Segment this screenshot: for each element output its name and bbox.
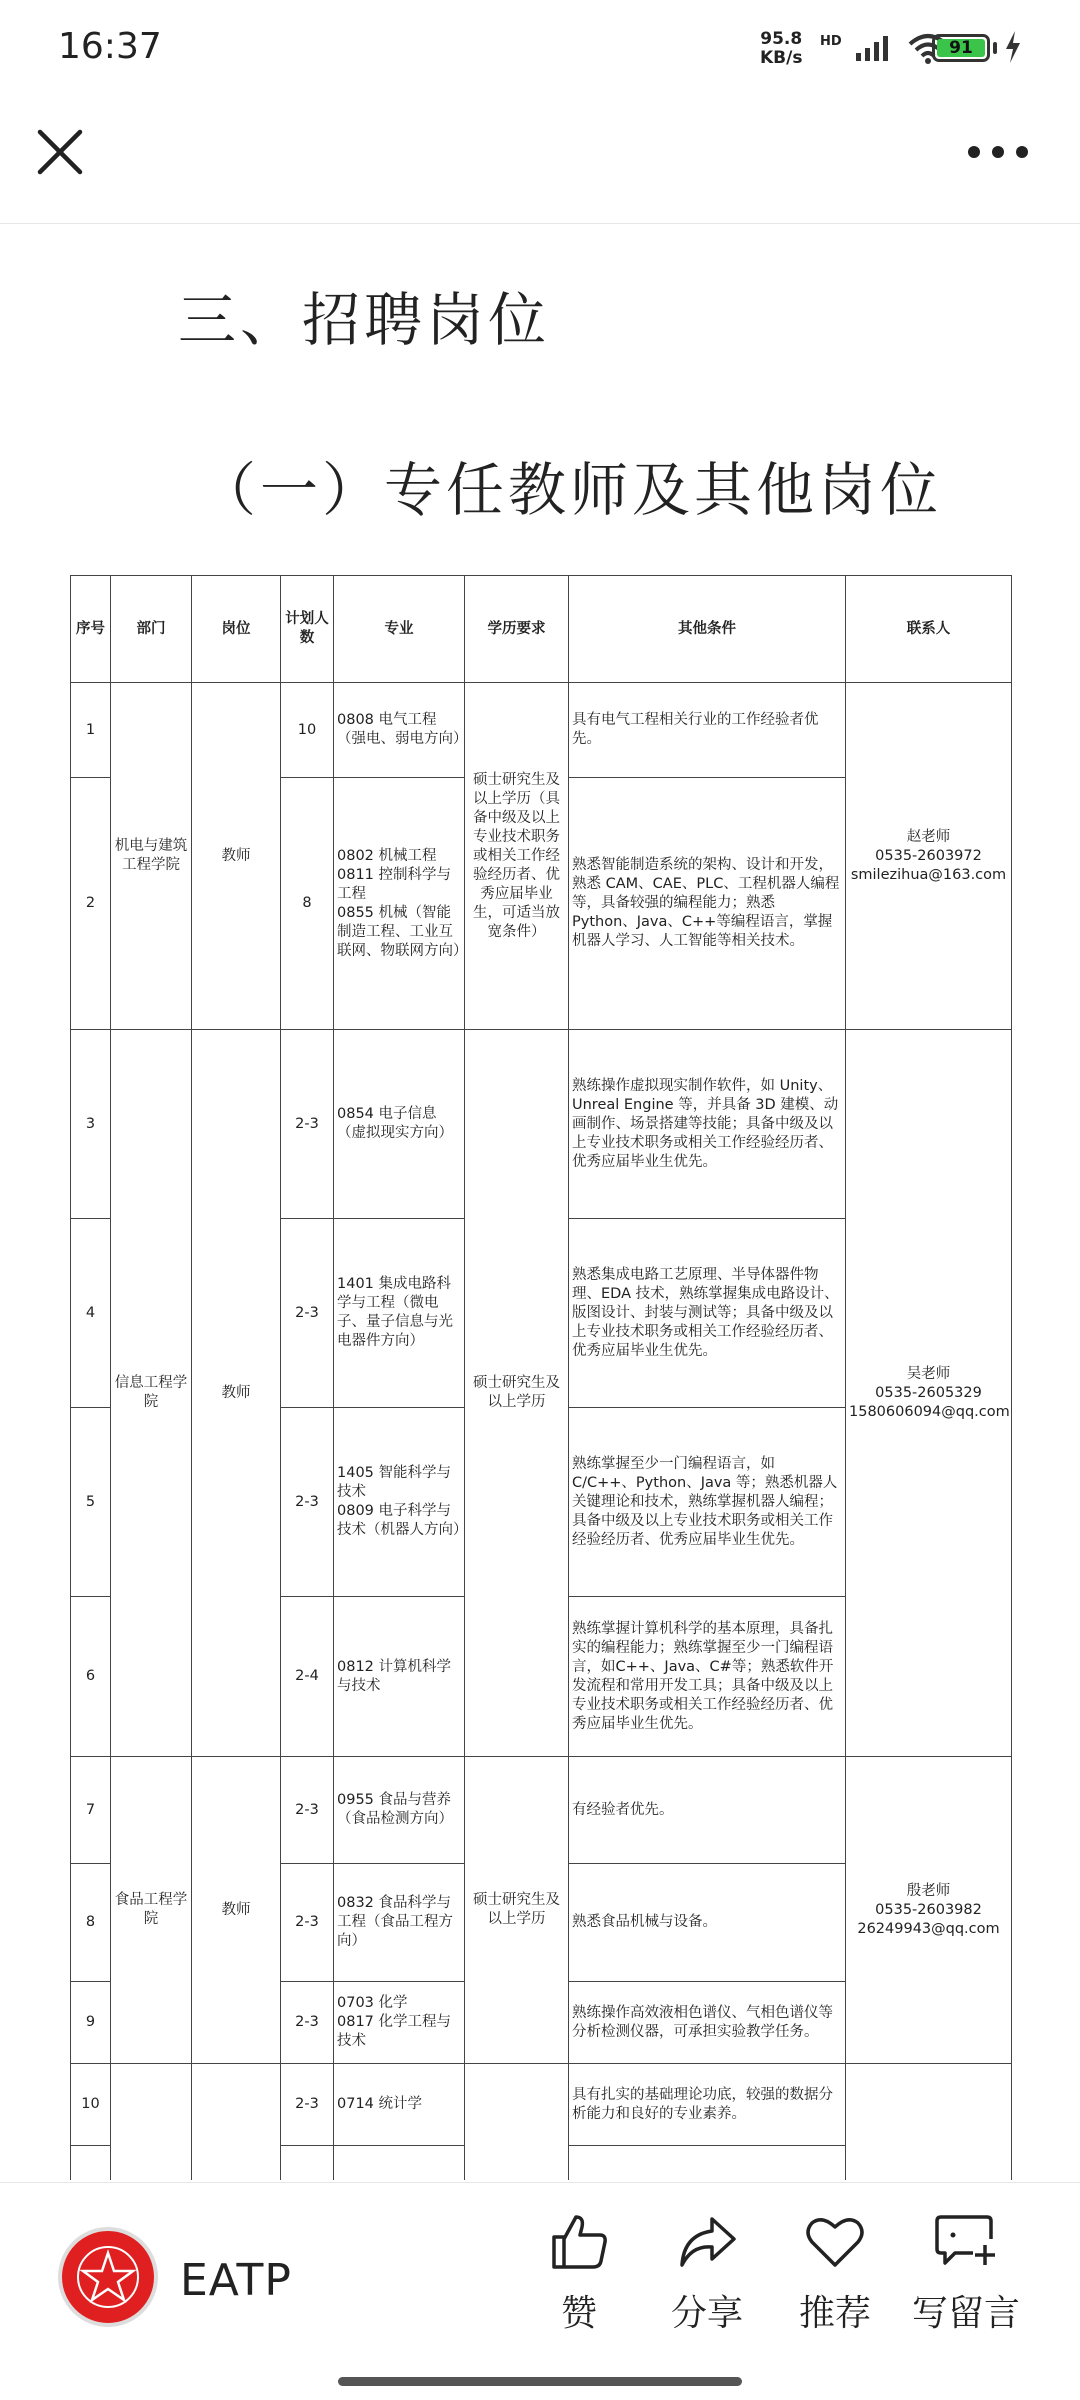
more-button[interactable] [960,122,1040,182]
cell-other: 熟悉食品机械与设备。 [569,1864,846,1982]
close-button[interactable] [30,122,90,182]
cell-other: 有经验者优先。 [569,1757,846,1864]
contact-email[interactable]: smilezihua@163.com [850,866,1007,883]
cell-other: 熟练操作高效液相色谱仪、气相色谱仪等分析检测仪器，可承担实验教学任务。 [569,1982,846,2064]
section-heading: 三、招聘岗位 [178,286,551,354]
table-row [71,1757,1012,1864]
header-education: 学历要求 [465,576,569,683]
cell-other: 熟练操作虚拟现实制作软件，如 Unity、Unreal Engine 等，并具备 3D 建模、动画制作、场景搭建等技能；具备中级及以上专业技术职务或相关工作经验经历者、优秀应届毕业生优先。 [569,1030,846,1219]
network-speed-value: 95.8 [760,29,803,49]
comment-icon [933,2213,999,2271]
cell-position: 教师 [192,1757,281,2064]
logo-icon [62,2231,154,2323]
table-row [71,1030,1012,1219]
thumbs-up-icon [548,2213,610,2271]
cell-dept [111,2064,192,2181]
cell-planned: 10 [281,683,334,778]
cell-seq: 1 [71,683,111,778]
cell-seq: 8 [71,1864,111,1982]
cell-other: 熟练掌握至少一门编程语言，如 C/C++、Python、Java 等；熟悉机器人关键理论和技术，熟练掌握机器人编程；具备中级及以上专业技术职务或相关工作经验经历者、优秀应届毕业生优先。 [569,1408,846,1597]
cell-planned: 2-3 [281,1757,334,1864]
battery-level: 91 [937,39,985,57]
header-planned: 计划人数 [281,576,334,683]
cell-planned: 8 [281,778,334,1030]
comment-button[interactable] [908,2213,1024,2336]
cell-education: 硕士研究生及以上学历 [465,1757,569,2064]
contact-email[interactable]: 1580606094@qq.com [849,1403,1010,1420]
cell-planned: 2-3 [281,2064,334,2146]
cell-other: 熟悉集成电路工艺原理、半导体器件物理、EDA 技术，熟练掌握集成电路设计、版图设计、封装与测试等；具备中级及以上专业技术职务或相关工作经验经历者、优秀应届毕业生优先。 [569,1219,846,1408]
cell-planned: 2-3 [281,1982,334,2064]
cell-planned: 2-3 [281,1030,334,1219]
share-label: 分享 [670,2293,743,2334]
charging-icon [1004,30,1022,64]
cell-seq: 5 [71,1408,111,1597]
recommend-button[interactable] [780,2213,890,2336]
cell-major: 0703 化学 0817 化学工程与技术 [334,1982,465,2064]
hd-label: HD [820,33,842,49]
cell-contact [846,1757,1012,2064]
contact-name: 赵老师 [906,828,951,845]
header-position: 岗位 [192,576,281,683]
account-name[interactable]: EATP [180,2255,292,2306]
cell-dept: 食品工程学院 [111,1757,192,2064]
cell-seq: 4 [71,1219,111,1408]
cell-planned: 2-3 [281,1864,334,1982]
home-indicator[interactable] [338,2377,742,2386]
contact-phone: 0535-2603972 [875,847,982,864]
network-speed [760,30,802,68]
close-icon [30,122,90,182]
cell-major: 0812 计算机科学与技术 [334,1597,465,1757]
cell-seq: 10 [71,2064,111,2146]
cell-contact [846,2064,1012,2181]
cell-other: 具有电气工程相关行业的工作经验者优先。 [569,683,846,778]
contact-name: 殷老师 [906,1882,951,1899]
status-time: 16:37 [58,26,162,67]
like-button[interactable] [524,2213,634,2336]
share-icon [676,2213,738,2271]
heart-icon [804,2213,866,2271]
cell-major: 0802 机械工程 0811 控制科学与工程 0855 机械（智能制造工程、工业互联网、物联网方向） [334,778,465,1030]
cell-other: 具有扎实的基础理论功底，较强的数据分析能力和良好的专业素养。 [569,2064,846,2146]
comment-label: 写留言 [911,2293,1020,2334]
cell-seq: 9 [71,1982,111,2064]
cell-position: 教师 [192,683,281,1030]
cell-major: 1401 集成电路科学与工程（微电子、量子信息与光电器件方向） [334,1219,465,1408]
battery-icon [932,34,990,62]
article-content [0,225,1080,2180]
cell-major: 0808 电气工程（强电、弱电方向） [334,683,465,778]
cell-other: 熟悉智能制造系统的架构、设计和开发，熟悉 CAM、CAE、PLC、工程机器人编程等，具备较强的编程能力；熟悉 Python、Java、C++等编程语言，掌握机器人学习、人工智能等相关技术。 [569,778,846,1030]
cell-planned: 2-4 [281,1597,334,1757]
cell-major: 1405 智能科学与技术 0809 电子科学与技术（机器人方向） [334,1408,465,1597]
status-bar [0,0,1080,96]
status-icons [820,32,950,64]
cell-position [192,2064,281,2181]
app-bar [0,96,1080,224]
contact-phone: 0535-2603982 [875,1901,982,1918]
header-contact: 联系人 [846,576,1012,683]
cell-seq: 2 [71,778,111,1030]
cell-major: 0832 食品科学与工程（食品工程方向） [334,1864,465,1982]
contact-phone: 0535-2605329 [875,1384,982,1401]
cell-position: 教师 [192,1030,281,1757]
account-avatar[interactable] [58,2227,158,2327]
signal-icon [854,33,894,63]
cell-seq: 7 [71,1757,111,1864]
cell-other [569,2146,846,2181]
cell-contact [846,1030,1012,1757]
table-header-row [71,576,1012,683]
cell-education [465,2064,569,2181]
network-speed-unit: KB/s [760,48,803,68]
cell-major [334,2146,465,2181]
cell-education: 硕士研究生及以上学历（具备中级及以上专业技术职务或相关工作经验经历者、优秀应届毕业生，可适当放宽条件） [465,683,569,1030]
subsection-heading: （一）专任教师及其他岗位 [198,456,943,524]
cell-education: 硕士研究生及以上学历 [465,1030,569,1757]
cell-major: 0714 统计学 [334,2064,465,2146]
header-other: 其他条件 [569,576,846,683]
cell-major: 0854 电子信息（虚拟现实方向） [334,1030,465,1219]
table-row [71,683,1012,778]
cell-seq: 6 [71,1597,111,1757]
header-dept: 部门 [111,576,192,683]
cell-planned [281,2146,334,2181]
more-icon [960,122,1040,182]
battery-tip [993,42,997,54]
cell-planned: 2-3 [281,1408,334,1597]
cell-dept: 机电与建筑工程学院 [111,683,192,1030]
cell-seq: 3 [71,1030,111,1219]
contact-email[interactable]: 26249943@qq.com [857,1920,1000,1937]
contact-name: 吴老师 [906,1365,951,1382]
share-button[interactable] [652,2213,762,2336]
cell-seq [71,2146,111,2181]
cell-contact [846,683,1012,1030]
table-row [71,2064,1012,2146]
bottom-bar [0,2182,1080,2400]
recruitment-table [70,575,1012,2180]
cell-major: 0955 食品与营养（食品检测方向） [334,1757,465,1864]
cell-other: 熟练掌握计算机科学的基本原理，具备扎实的编程能力；熟练掌握至少一门编程语言，如C++、Java、C#等；熟悉软件开发流程和常用开发工具；具备中级及以上专业技术职务或相关工作经验经历者、优秀应届毕业生优先。 [569,1597,846,1757]
cell-planned: 2-3 [281,1219,334,1408]
cell-dept: 信息工程学院 [111,1030,192,1757]
header-major: 专业 [334,576,465,683]
header-seq: 序号 [71,576,111,683]
recommend-label: 推荐 [798,2293,871,2334]
like-label: 赞 [560,2293,597,2334]
